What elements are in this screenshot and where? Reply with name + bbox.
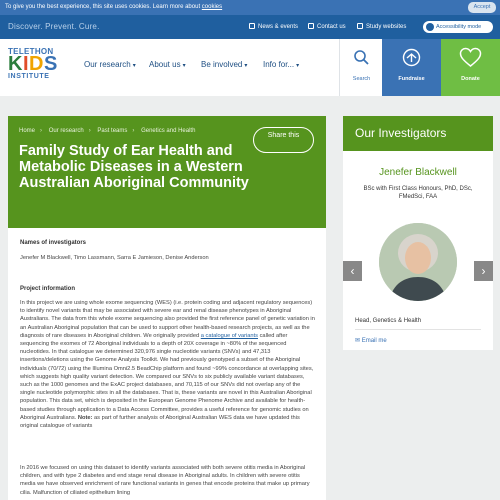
site-logo[interactable]: TELETHON KIDS INSTITUTE [8,47,60,87]
utility-bar [0,15,500,39]
accept-cookies-button[interactable]: Accept [468,2,496,13]
investigators-heading: Our Investigators [343,116,493,151]
study-icon [357,23,363,29]
breadcrumb-genetics[interactable]: Genetics and Health [141,128,196,134]
heart-icon [459,47,482,68]
main-content [8,228,326,500]
logo-kids: KIDS [8,53,58,75]
cookie-banner [0,0,500,15]
catalogue-link[interactable]: a catalogue of variants [200,332,258,339]
nav-info-for[interactable]: Info for... ▾ [263,60,300,69]
carousel-next-button[interactable] [474,261,493,281]
cookie-link[interactable]: cookies [201,4,223,10]
mail-icon [308,23,314,29]
contact-us-link[interactable]: Contact us [308,23,346,30]
chevron-down-icon: ▾ [182,63,186,69]
page-hero [8,116,326,228]
mail-icon: ✉ [355,338,361,344]
investigator-credentials: BSc with First Class Honours, PhD, DSc, FMedSci, FAA [363,186,473,200]
fundraise-icon [401,47,422,68]
nav-our-research[interactable]: Our research ▾ [84,60,136,69]
investigator-name: Jenefer Blackwell [379,167,457,178]
chevron-down-icon: ▾ [296,63,300,69]
fundraise-button[interactable]: Fundraise [382,39,441,96]
investigators-panel [343,116,493,350]
page-title: Family Study of Ear Health and Metabolic Diseases in a Western Australian Aboriginal Community [19,143,249,191]
search-icon [353,49,370,66]
share-button[interactable]: Share this [253,127,314,153]
breadcrumb-past-teams[interactable]: Past teams [97,128,128,134]
project-paragraph: In this project we are using whole exome sequencing (WES) (i.e. protein coding and adjacent regulatory sequences) to identify novel variants that may be associated with severe ear and renal disease phenotypes in Aboriginal Australians. The data from this whole exome sequencing also provided the first reference panel of genetic variation in an Australian Aboriginal population that can be used to support other health-based research projects, as well as the diagnosis of rare diseases in Aboriginal children. We originally provided a catalogue of variants called after sequencing the exomes of 72 Aboriginal individuals to a depth of 20X coverage in ~80% of the sequenced nucleotides. In that catalogue we determined 320,976 single nucleotide variants (SNVs) and 47,313 insertions/deletions using the Genome Analysis Toolkit. We had previously genotyped a subset of the Aboriginal individuals (70/72) using the Illumina Omni2.5 BeadChip platform and found ~99% concordance at overlapping sites, which suggests high quality variant detection. We compared our SNVs to six publicly available variant databases, such as the 1000 genomes and the ExAC project databases, and 70,115 of our SNVs did not overlap any of the single nucleotide polymorphic sites in all the databases. That is, these variants are novel in this Australian Aboriginal population. This data set, which is deposited in the European Genome Phenome Archive and available for health-based studies through application to a Data Access Committee, provides a useful reference for genomic studies on Aboriginal Australians. Note: as part of further analysis of Aboriginal Australian WES data we have updated this original catalogue of variants [20,300,315,430]
calendar-icon [249,23,255,29]
project-heading: Project information [20,286,76,292]
breadcrumb: Home › Our research › Past teams › Genetics and Health [19,128,196,134]
chevron-right-icon: › [481,264,486,278]
carousel-prev-button[interactable] [343,261,362,281]
divider [355,329,481,330]
investigator-role: Head, Genetics & Health [355,318,422,324]
cookie-text: To give you the best experience, this site uses cookies. Learn more about [5,4,201,10]
project-paragraph-2: In 2016 we focused on using this dataset to identify variants associated with both severe otitis media in Aboriginal children, and with type 2 diabetes and end stage renal disease in Aboriginal adults. In children with severe otitis media we have observed enrichment of rare functional variants in genes that encode proteins that make up primary cilia. Malfunction of ciliated epithelium lining [20,465,310,496]
email-link[interactable]: ✉ Email me [355,338,387,344]
nav-be-involved[interactable]: Be involved ▾ [201,60,248,69]
donate-button[interactable]: Donate [441,39,500,96]
chevron-down-icon: ▾ [132,63,136,69]
news-events-link[interactable]: News & events [249,23,298,30]
tagline: Discover. Prevent. Cure. [8,22,100,31]
investigators-heading: Names of investigators [20,240,87,246]
nav-about-us[interactable]: About us ▾ [149,60,186,69]
chevron-down-icon: ▾ [244,63,248,69]
search-button[interactable]: Search [339,39,382,96]
investigators-names: Jenefer M Blackwell, Timo Lassmann, Sarra E Jamieson, Denise Anderson [20,255,209,261]
breadcrumb-home[interactable]: Home [19,128,36,134]
accessibility-toggle[interactable]: Accessibility mode [423,21,493,33]
portrait-image [379,223,457,301]
investigator-photo [379,223,457,301]
study-websites-link[interactable]: Study websites [357,23,406,30]
toggle-knob-icon [426,23,434,31]
chevron-left-icon: ‹ [350,264,355,278]
breadcrumb-our-research[interactable]: Our research [48,128,84,134]
